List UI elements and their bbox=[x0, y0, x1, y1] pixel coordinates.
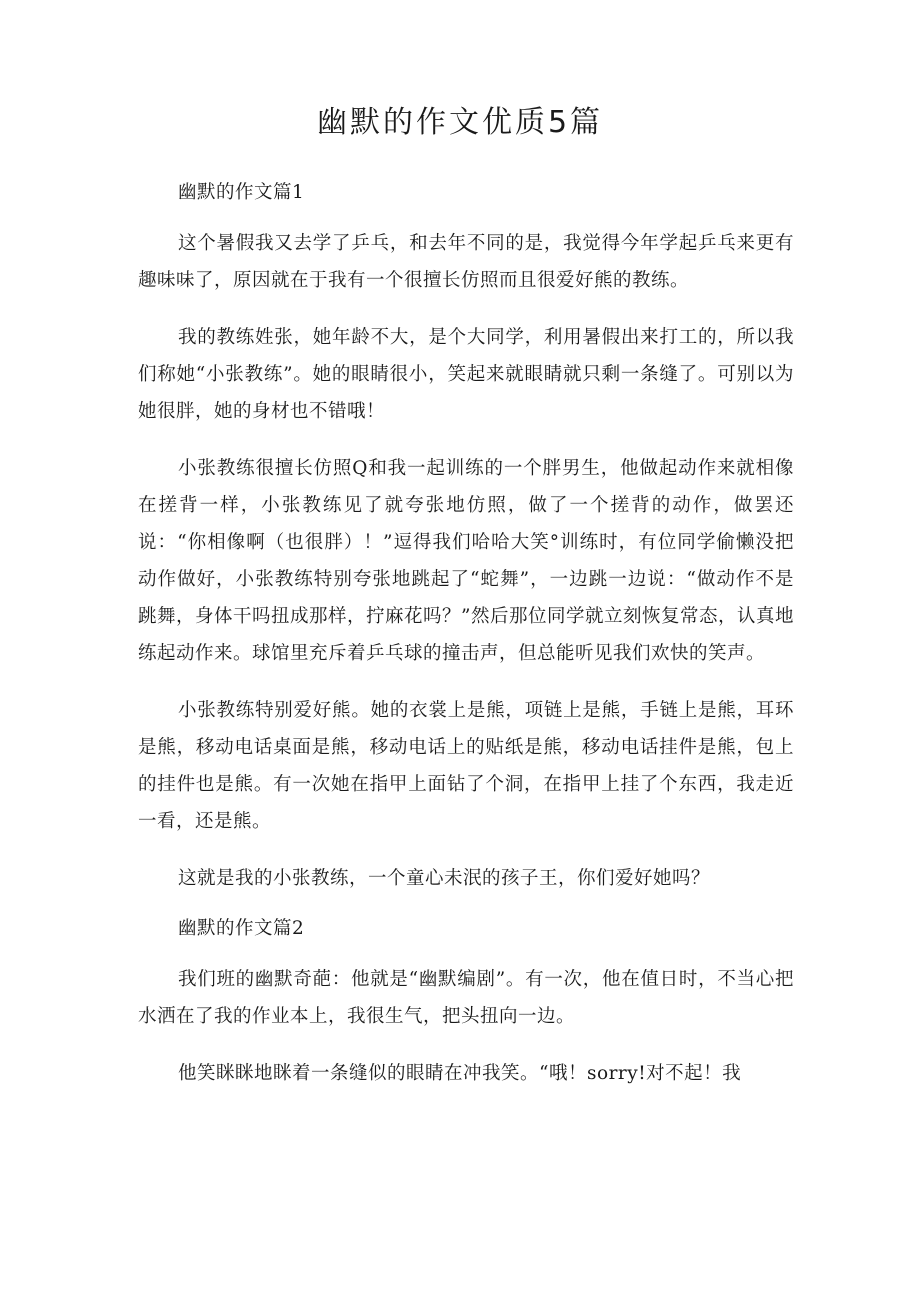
paragraph: 这个暑假我又去学了乒乓，和去年不同的是，我觉得今年学起乒乓来更有趣味味了，原因就在于我有一个很擅长仿照而且很爱好熊的教练。 bbox=[138, 233, 794, 291]
section-heading-2: 幽默的作文篇2 bbox=[178, 918, 305, 939]
section-heading-1: 幽默的作文篇1 bbox=[178, 182, 305, 203]
paragraph: 小张教练特别爱好熊。她的衣裳上是熊，项链上是熊，手链上是熊，耳环是熊，移动电话桌面是熊，移动电话上的贴纸是熊，移动电话挂件是熊，包上的挂件也是熊。有一次她在指甲上面钻了个洞，在指甲上挂了个东西，我走近一看，还是熊。 bbox=[138, 700, 794, 832]
paragraph: 我们班的幽默奇葩：他就是“幽默编剧”。有一次，他在值日时，不当心把水洒在了我的作业本上，我很生气，把头扭向一边。 bbox=[138, 969, 794, 1027]
document-body bbox=[138, 178, 794, 1092]
paragraph: 小张教练很擅长仿照Q和我一起训练的一个胖男生，他做起动作来就相像在搓背一样，小张教练见了就夸张地仿照，做了一个搓背的动作，做罢还说：“你相像啊（也很胖）！”逗得我们哈哈大笑°训练时，有位同学偷懒没把动作做好，小张教练特别夸张地跳起了“蛇舞”，一边跳一边说：“做动作不是跳舞，身体干吗扭成那样，拧麻花吗？”然后那位同学就立刻恢复常态，认真地练起动作来。球馆里充斥着乒乓球的撞击声，但总能听见我们欢快的笑声。 bbox=[138, 458, 794, 664]
document-title: 幽默的作文优质5篇 bbox=[316, 105, 604, 140]
paragraph: 他笑眯眯地眯着一条缝似的眼睛在冲我笑。“哦！sorry!对不起！我 bbox=[178, 1063, 742, 1084]
paragraph: 这就是我的小张教练，一个童心未泯的孩子王，你们爱好她吗？ bbox=[178, 868, 711, 889]
paragraph: 我的教练姓张，她年龄不大，是个大同学，利用暑假出来打工的，所以我们称她“小张教练”。她的眼睛很小，笑起来就眼睛就只剩一条缝了。可别以为她很胖，她的身材也不错哦！ bbox=[138, 327, 794, 422]
